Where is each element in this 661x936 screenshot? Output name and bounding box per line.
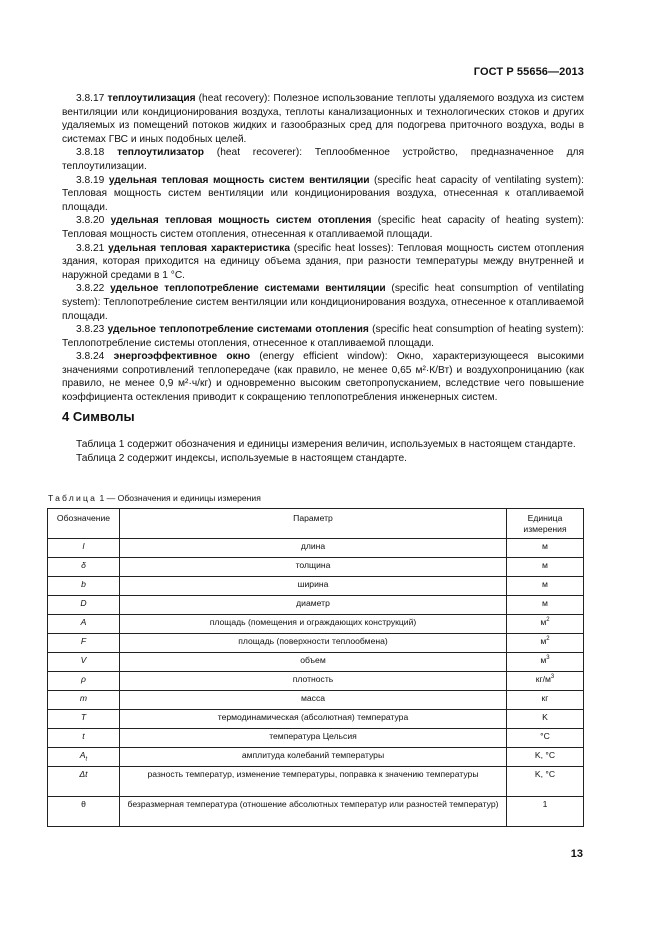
unit-text: м (540, 655, 547, 665)
cell-parameter: объем (120, 653, 507, 672)
cell-unit (507, 539, 584, 558)
header-parameter: Параметр (120, 509, 507, 539)
table-caption-text: — Обозначения и единицы измерения (104, 493, 261, 503)
cell-parameter: безразмерная температура (отношение абсолютных температур или разностей температур) (120, 797, 507, 827)
table-row (48, 748, 584, 767)
definition-term: удельная тепловая мощность систем вентиляции (108, 174, 370, 186)
section-intro (62, 438, 584, 465)
intro-paragraph: Таблица 1 содержит обозначения и единицы измерения величин, используемых в настоящем стандарте. (76, 439, 576, 450)
unit-text: м (542, 598, 548, 608)
definition-paragraph (62, 323, 584, 350)
definition-text: (specific heat capacity of ventilating system): Тепловая мощность систем вентиляции или кондиционирования воздуха, отнесенная к отапливаемой площади. (62, 174, 584, 213)
table-row (48, 767, 584, 797)
cell-symbol (48, 558, 120, 577)
cell-symbol (48, 634, 120, 653)
definition-number: 3.8.20 (76, 215, 105, 227)
section-title: 4 Символы (62, 409, 135, 424)
cell-parameter: масса (120, 691, 507, 710)
unit-superscript: 3 (550, 674, 555, 681)
definition-term: удельное теплопотребление системами отопления (107, 324, 369, 336)
definition-text: (specific heat consumption of heating system): Теплопотребление системы отопления, отнесенное к отапливаемой площади. (62, 324, 584, 349)
table-row (48, 539, 584, 558)
cell-symbol (48, 672, 120, 691)
definition-term: теплоутилизация (107, 93, 196, 104)
cell-unit (507, 634, 584, 653)
unit-text: м (542, 541, 548, 551)
cell-unit (507, 797, 584, 827)
cell-unit (507, 710, 584, 729)
header-symbol: Обозначение (48, 509, 120, 539)
cell-parameter: длина (120, 539, 507, 558)
table-caption-label: Таблица (48, 493, 98, 503)
unit-text: м (540, 617, 547, 627)
table-row (48, 729, 584, 748)
cell-parameter: амплитуда колебаний температуры (120, 748, 507, 767)
definition-text: (energy efficient window): Окно, характеризующееся высокими значениями сопротивлений теплопередаче (как правило, не менее 0,65 м²·К/Вт) и воздухопроницанию (как правило, не менее 0,9 м²·ч/кг) и одновременно высоким светопропусканием, вследствие чего повышение коэффициента остекления приводит к сокращению теплопотребления инженерных систем. (62, 351, 584, 404)
symbol-text: t (82, 731, 85, 741)
unit-text: K, °С (534, 750, 556, 760)
symbol-text: D (80, 598, 87, 608)
cell-parameter: ширина (120, 577, 507, 596)
definition-paragraph (62, 146, 584, 173)
cell-unit (507, 672, 584, 691)
cell-unit (507, 691, 584, 710)
definition-term: удельная тепловая характеристика (108, 242, 290, 254)
cell-symbol (48, 577, 120, 596)
cell-unit (507, 767, 584, 797)
definition-number: 3.8.23 (76, 324, 105, 336)
unit-text: 1 (542, 799, 548, 809)
table-row (48, 672, 584, 691)
unit-text: кг (541, 693, 549, 703)
definition-term: удельное теплопотребление системами вентиляции (110, 283, 386, 295)
cell-unit (507, 596, 584, 615)
cell-parameter: температура Цельсия (120, 729, 507, 748)
cell-parameter: диаметр (120, 596, 507, 615)
cell-symbol (48, 691, 120, 710)
cell-parameter: плотность (120, 672, 507, 691)
table-row (48, 596, 584, 615)
definition-text: (specific heat losses): Тепловая мощность систем отопления здания, которая приходится на единицу объема здания, при разности температуры между внутренней и наружной средами в 1 °С. (62, 242, 584, 281)
definition-paragraph (62, 350, 584, 404)
unit-text: м (542, 560, 548, 570)
page-number: 13 (570, 848, 583, 860)
symbol-subscript: t (85, 756, 88, 763)
definition-number: 3.8.24 (76, 351, 105, 363)
definition-number: 3.8.18 (76, 147, 105, 159)
unit-text: кг/м (535, 674, 551, 684)
table-body (48, 539, 584, 827)
unit-text: K (542, 712, 548, 722)
unit-text: м (542, 579, 548, 589)
cell-symbol (48, 615, 120, 634)
definitions-block (62, 92, 584, 405)
cell-symbol (48, 539, 120, 558)
definition-term: энергоэффективное окно (113, 351, 251, 363)
unit-text: °С (540, 731, 550, 741)
cell-parameter: термодинамическая (абсолютная) температура (120, 710, 507, 729)
definition-text: (specific heat consumption of ventilating system): Теплопотребление систем вентиляции или кондиционирования воздуха, отнесенное к отапливаемой площади. (62, 283, 584, 322)
cell-unit (507, 653, 584, 672)
symbol-text: δ (81, 560, 86, 570)
symbol-text: A (80, 617, 87, 627)
symbol-text: A (79, 750, 86, 760)
cell-symbol (48, 653, 120, 672)
unit-superscript: 3 (546, 655, 550, 662)
table-row (48, 577, 584, 596)
cell-unit (507, 615, 584, 634)
cell-unit (507, 577, 584, 596)
cell-parameter: площадь (поверхности теплообмена) (120, 634, 507, 653)
definition-term: теплоутилизатор (117, 147, 205, 159)
table-row (48, 797, 584, 827)
definition-term: удельная тепловая мощность систем отопления (110, 215, 372, 227)
definition-text: (specific heat capacity of heating system): Тепловая мощность систем отопления, отнесенная к отапливаемой площади. (62, 215, 584, 240)
cell-unit (507, 748, 584, 767)
cell-symbol (48, 748, 120, 767)
symbol-text: ρ (81, 674, 86, 684)
cell-symbol (48, 767, 120, 797)
cell-symbol (48, 729, 120, 748)
definition-number: 3.8.17 (76, 93, 105, 104)
definition-paragraph (62, 92, 584, 146)
definition-number: 3.8.19 (76, 174, 105, 186)
intro-paragraph: Таблица 2 содержит индексы, используемые в настоящем стандарте. (76, 452, 407, 464)
document-header: ГОСТ Р 55656—2013 (473, 66, 584, 78)
cell-parameter: разность температур, изменение температуры, поправка к значению температуры (120, 767, 507, 797)
cell-unit (507, 558, 584, 577)
cell-unit (507, 729, 584, 748)
definition-text: (heat recoverer): Теплообменное устройство, предназначенное для теплоутилизации. (62, 147, 584, 172)
table-row (48, 710, 584, 729)
table-row (48, 615, 584, 634)
definition-paragraph (62, 214, 584, 241)
header-unit: Единица измерения (507, 509, 584, 539)
symbol-text: V (80, 655, 87, 665)
definition-paragraph (62, 174, 584, 215)
cell-parameter: площадь (помещения и ограждающих конструкций) (120, 615, 507, 634)
unit-superscript: 2 (546, 617, 550, 624)
table-caption (48, 493, 261, 503)
symbols-table (47, 508, 584, 827)
unit-superscript: 2 (546, 636, 550, 643)
definition-paragraph (62, 242, 584, 283)
table-row (48, 558, 584, 577)
symbol-text: m (79, 693, 88, 703)
unit-text: м (540, 636, 547, 646)
symbol-text: Δt (79, 769, 88, 779)
symbol-text: b (81, 579, 86, 589)
table-row (48, 691, 584, 710)
table-caption-number: 1 (99, 493, 105, 503)
cell-parameter: толщина (120, 558, 507, 577)
symbol-text: θ (81, 799, 86, 809)
symbol-text: F (80, 636, 87, 646)
cell-symbol (48, 596, 120, 615)
symbol-text: T (80, 712, 87, 722)
definition-number: 3.8.21 (76, 242, 105, 254)
table-header-row (48, 509, 584, 539)
cell-symbol (48, 710, 120, 729)
table-row (48, 634, 584, 653)
symbol-text: l (82, 541, 85, 551)
definition-number: 3.8.22 (76, 283, 105, 295)
cell-symbol (48, 797, 120, 827)
unit-text: K, °С (534, 769, 556, 779)
definition-paragraph (62, 282, 584, 323)
definition-text: (heat recovery): Полезное использование теплоты удаляемого воздуха из систем вентиляции или кондиционирования воздуха, теплоты канализационных и технологических стоков и других удаляемых из помещений потоков жидких и газообразных сред для подогрева приточного воздуха, воды в системах ГВС и иных подобных целей. (62, 93, 584, 145)
table-row (48, 653, 584, 672)
